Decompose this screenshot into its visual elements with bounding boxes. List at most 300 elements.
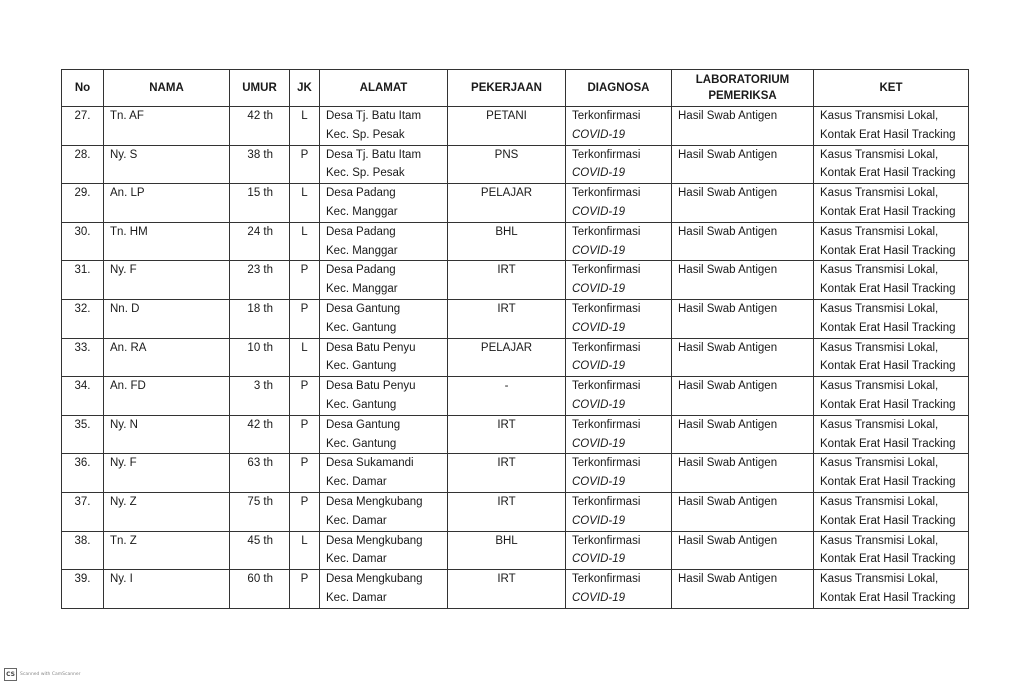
cell-alamat-text: Kec. Sp. Pesak [326, 167, 405, 180]
cell-alamat [320, 299, 448, 338]
cell-ket-text: Kasus Transmisi Lokal, [820, 264, 939, 277]
cell-no-text: 32. [74, 302, 91, 315]
cell-no-text: 34. [74, 380, 91, 393]
cell-alamat-text: Desa Gantung [326, 418, 401, 431]
table-header [62, 70, 969, 107]
cell-laboratorium-text: Hasil Swab Antigen [678, 225, 778, 238]
cell-ket [814, 107, 969, 146]
cell-alamat-text: Kec. Damar [326, 476, 387, 489]
cell-ket-text: Kasus Transmisi Lokal, [820, 341, 939, 354]
cell-ket [814, 184, 969, 223]
table-row [62, 531, 969, 570]
cell-umur-text: 24 th [247, 225, 273, 238]
header-alamat: ALAMAT [320, 70, 448, 107]
cell-umur [230, 415, 290, 454]
cell-laboratorium-text: Hasil Swab Antigen [678, 534, 778, 547]
cell-umur-text: 3 th [253, 380, 273, 393]
cell-diagnosa [566, 222, 672, 261]
cell-alamat-text: Desa Padang [326, 264, 396, 277]
table-row [62, 299, 969, 338]
header-ket: KET [814, 70, 969, 107]
cell-alamat [320, 377, 448, 416]
cell-diagnosa-text: COVID-19 [572, 360, 626, 373]
cell-laboratorium-text: Hasil Swab Antigen [678, 110, 778, 122]
cell-no [62, 377, 104, 416]
cell-alamat [320, 415, 448, 454]
cell-pekerjaan-text: IRT [497, 264, 516, 277]
cell-pekerjaan [448, 222, 566, 261]
cell-pekerjaan-text: BHL [495, 225, 518, 238]
cell-diagnosa-text: COVID-19 [572, 205, 626, 218]
cell-diagnosa [566, 107, 672, 146]
cell-diagnosa-text: Terkonfirmasi [572, 302, 641, 315]
cell-jk-text: P [300, 302, 309, 315]
cell-ket [814, 454, 969, 493]
header-diagnosa: DIAGNOSA [566, 70, 672, 107]
cell-no [62, 184, 104, 223]
cell-ket [814, 377, 969, 416]
cell-diagnosa-text: COVID-19 [572, 167, 626, 180]
cell-jk [290, 570, 320, 609]
cell-diagnosa-text: COVID-19 [572, 283, 626, 296]
cell-laboratorium-text: Hasil Swab Antigen [678, 457, 778, 470]
cell-diagnosa-text: COVID-19 [572, 514, 626, 527]
cell-laboratorium-text: Hasil Swab Antigen [678, 495, 778, 508]
cell-pekerjaan [448, 570, 566, 609]
cell-pekerjaan [448, 377, 566, 416]
cell-diagnosa [566, 454, 672, 493]
cell-pekerjaan [448, 299, 566, 338]
cell-nama-text: An. FD [110, 380, 146, 393]
cell-nama [104, 299, 230, 338]
cell-pekerjaan [448, 261, 566, 300]
cell-alamat-text: Kec. Gantung [326, 437, 397, 450]
cell-ket [814, 531, 969, 570]
cell-jk [290, 145, 320, 184]
cell-no [62, 107, 104, 146]
header-jk: JK [290, 70, 320, 107]
cell-diagnosa [566, 299, 672, 338]
cell-ket-text: Kasus Transmisi Lokal, [820, 110, 939, 122]
cell-diagnosa [566, 531, 672, 570]
cell-pekerjaan [448, 531, 566, 570]
cell-diagnosa [566, 492, 672, 531]
cell-laboratorium-text: Hasil Swab Antigen [678, 302, 778, 315]
cell-alamat [320, 145, 448, 184]
cell-ket-text: Kasus Transmisi Lokal, [820, 148, 939, 161]
cell-pekerjaan-text: IRT [497, 573, 516, 586]
cell-umur [230, 107, 290, 146]
cell-jk [290, 492, 320, 531]
table-row [62, 492, 969, 531]
cell-jk-text: L [301, 341, 308, 354]
cell-umur [230, 492, 290, 531]
table-row [62, 454, 969, 493]
cell-diagnosa-text: Terkonfirmasi [572, 380, 641, 393]
cell-nama-text: Ny. Z [110, 495, 137, 508]
cell-laboratorium [672, 338, 814, 377]
watermark-caption: Scanned with CamScanner [20, 672, 81, 677]
cell-laboratorium [672, 299, 814, 338]
cell-pekerjaan-text: IRT [497, 418, 516, 431]
cell-alamat [320, 492, 448, 531]
cell-pekerjaan [448, 492, 566, 531]
cell-nama [104, 145, 230, 184]
cell-ket-text: Kontak Erat Hasil Tracking [820, 205, 956, 218]
cell-laboratorium [672, 261, 814, 300]
cell-alamat [320, 570, 448, 609]
cell-no-text: 27. [74, 110, 91, 122]
cell-diagnosa-text: COVID-19 [572, 476, 626, 489]
cell-nama-text: Ny. N [110, 418, 138, 431]
cell-ket [814, 261, 969, 300]
cell-umur [230, 261, 290, 300]
cell-umur-text: 75 th [247, 495, 273, 508]
header-nama: NAMA [104, 70, 230, 107]
cell-jk-text: P [300, 573, 309, 586]
cell-laboratorium [672, 377, 814, 416]
cell-no-text: 29. [74, 187, 91, 200]
cell-pekerjaan-text: - [504, 380, 509, 393]
cell-diagnosa [566, 338, 672, 377]
cell-alamat-text: Desa Tj. Batu Itam [326, 110, 422, 122]
cell-nama-text: Tn. AF [110, 110, 144, 122]
cell-no [62, 145, 104, 184]
cell-jk-text: P [300, 495, 309, 508]
cell-ket-text: Kontak Erat Hasil Tracking [820, 360, 956, 373]
cell-jk [290, 338, 320, 377]
cell-alamat-text: Desa Sukamandi [326, 457, 414, 470]
cell-nama [104, 454, 230, 493]
cell-umur [230, 454, 290, 493]
cell-umur [230, 570, 290, 609]
cell-jk [290, 377, 320, 416]
table-row [62, 184, 969, 223]
cell-diagnosa [566, 145, 672, 184]
cell-laboratorium-text: Hasil Swab Antigen [678, 573, 778, 586]
cell-ket-text: Kontak Erat Hasil Tracking [820, 476, 956, 489]
cell-no-text: 30. [74, 225, 91, 238]
cell-umur [230, 184, 290, 223]
cell-pekerjaan-text: IRT [497, 457, 516, 470]
cell-ket-text: Kontak Erat Hasil Tracking [820, 167, 956, 180]
cell-ket-text: Kasus Transmisi Lokal, [820, 302, 939, 315]
header-pekerjaan: PEKERJAAN [448, 70, 566, 107]
header-lab-line2: PEMERIKSA [708, 90, 777, 102]
cell-laboratorium [672, 492, 814, 531]
cell-nama-text: Ny. I [110, 573, 133, 586]
cell-alamat-text: Kec. Damar [326, 553, 387, 566]
cell-pekerjaan-text: IRT [497, 495, 516, 508]
table-row [62, 338, 969, 377]
table-row [62, 107, 969, 146]
patient-table [61, 69, 969, 609]
cell-umur [230, 222, 290, 261]
cell-diagnosa [566, 570, 672, 609]
cell-umur-text: 18 th [247, 302, 273, 315]
cell-diagnosa-text: Terkonfirmasi [572, 495, 641, 508]
cell-diagnosa [566, 184, 672, 223]
cell-ket-text: Kasus Transmisi Lokal, [820, 225, 939, 238]
cell-diagnosa-text: Terkonfirmasi [572, 457, 641, 470]
cell-pekerjaan-text: PETANI [486, 110, 527, 122]
cell-jk-text: L [301, 187, 308, 200]
cell-ket-text: Kasus Transmisi Lokal, [820, 495, 939, 508]
cell-alamat [320, 222, 448, 261]
header-no: No [62, 70, 104, 107]
cell-jk [290, 415, 320, 454]
cell-alamat-text: Desa Batu Penyu [326, 380, 416, 393]
cell-alamat-text: Kec. Damar [326, 514, 387, 527]
cell-ket-text: Kontak Erat Hasil Tracking [820, 128, 956, 141]
cell-alamat-text: Desa Mengkubang [326, 573, 423, 586]
cell-ket-text: Kontak Erat Hasil Tracking [820, 437, 956, 450]
cell-no-text: 35. [74, 418, 91, 431]
cell-laboratorium [672, 145, 814, 184]
table-row [62, 222, 969, 261]
cell-ket-text: Kontak Erat Hasil Tracking [820, 514, 956, 527]
cell-alamat-text: Desa Padang [326, 225, 396, 238]
cell-ket-text: Kasus Transmisi Lokal, [820, 534, 939, 547]
cell-laboratorium-text: Hasil Swab Antigen [678, 380, 778, 393]
cell-jk-text: P [300, 148, 309, 161]
cell-jk-text: P [300, 380, 309, 393]
cell-nama-text: Tn. HM [110, 225, 148, 238]
cell-nama [104, 184, 230, 223]
header-umur: UMUR [230, 70, 290, 107]
cell-no-text: 33. [74, 341, 91, 354]
cell-jk [290, 222, 320, 261]
cell-nama [104, 570, 230, 609]
cell-no-text: 39. [74, 573, 91, 586]
cell-no [62, 222, 104, 261]
cell-diagnosa-text: Terkonfirmasi [572, 534, 641, 547]
cell-alamat [320, 184, 448, 223]
cell-no [62, 261, 104, 300]
cell-laboratorium [672, 454, 814, 493]
cell-no [62, 338, 104, 377]
cell-pekerjaan-text: PELAJAR [480, 187, 533, 200]
cell-umur-text: 42 th [247, 418, 273, 431]
cell-jk-text: L [301, 225, 308, 238]
cell-diagnosa-text: COVID-19 [572, 437, 626, 450]
cell-jk [290, 299, 320, 338]
cell-pekerjaan [448, 338, 566, 377]
cell-alamat-text: Desa Mengkubang [326, 534, 423, 547]
cell-umur [230, 377, 290, 416]
cell-no [62, 415, 104, 454]
cell-ket-text: Kontak Erat Hasil Tracking [820, 321, 956, 334]
cell-pekerjaan-text: BHL [495, 534, 518, 547]
cell-alamat-text: Desa Batu Penyu [326, 341, 416, 354]
cell-alamat [320, 261, 448, 300]
cell-diagnosa-text: COVID-19 [572, 591, 626, 604]
cell-no-text: 37. [74, 495, 91, 508]
cell-nama-text: Ny. S [110, 148, 138, 161]
cell-nama-text: Ny. F [110, 264, 137, 277]
cell-ket-text: Kasus Transmisi Lokal, [820, 418, 939, 431]
cell-laboratorium-text: Hasil Swab Antigen [678, 264, 778, 277]
cell-alamat-text: Desa Gantung [326, 302, 401, 315]
table-row [62, 377, 969, 416]
cell-ket-text: Kasus Transmisi Lokal, [820, 457, 939, 470]
table-row [62, 145, 969, 184]
cell-diagnosa-text: Terkonfirmasi [572, 225, 641, 238]
cell-umur-text: 60 th [247, 573, 273, 586]
cell-alamat-text: Kec. Manggar [326, 244, 398, 257]
cell-no [62, 299, 104, 338]
table-row [62, 570, 969, 609]
cell-diagnosa-text: COVID-19 [572, 398, 626, 411]
cell-ket [814, 338, 969, 377]
cell-umur [230, 531, 290, 570]
cell-laboratorium [672, 531, 814, 570]
cell-jk-text: L [301, 110, 308, 122]
cell-umur-text: 38 th [247, 148, 273, 161]
cell-pekerjaan-text: PNS [494, 148, 519, 161]
cell-diagnosa-text: Terkonfirmasi [572, 573, 641, 586]
cell-alamat [320, 338, 448, 377]
cell-ket-text: Kontak Erat Hasil Tracking [820, 244, 956, 257]
cell-diagnosa-text: Terkonfirmasi [572, 341, 641, 354]
cell-laboratorium [672, 415, 814, 454]
cell-pekerjaan-text: PELAJAR [480, 341, 533, 354]
cell-ket-text: Kasus Transmisi Lokal, [820, 573, 939, 586]
table-body [62, 107, 969, 609]
cell-diagnosa [566, 377, 672, 416]
cell-diagnosa-text: Terkonfirmasi [572, 187, 641, 200]
table-row [62, 261, 969, 300]
cell-laboratorium-text: Hasil Swab Antigen [678, 418, 778, 431]
cell-ket [814, 222, 969, 261]
cell-ket-text: Kasus Transmisi Lokal, [820, 380, 939, 393]
cell-nama-text: Tn. Z [110, 534, 137, 547]
cell-laboratorium [672, 107, 814, 146]
header-row [62, 70, 969, 107]
cell-laboratorium-text: Hasil Swab Antigen [678, 187, 778, 200]
cell-umur-text: 15 th [247, 187, 273, 200]
cell-nama-text: Nn. D [110, 302, 140, 315]
cell-diagnosa-text: Terkonfirmasi [572, 264, 641, 277]
cell-jk [290, 531, 320, 570]
cell-diagnosa-text: Terkonfirmasi [572, 148, 641, 161]
cell-no-text: 36. [74, 457, 91, 470]
cell-ket-text: Kontak Erat Hasil Tracking [820, 398, 956, 411]
header-laboratorium [672, 70, 814, 107]
cell-ket [814, 415, 969, 454]
cell-alamat [320, 531, 448, 570]
cell-ket-text: Kontak Erat Hasil Tracking [820, 283, 956, 296]
header-lab-line1: LABORATORIUM [695, 74, 790, 86]
cell-diagnosa-text: Terkonfirmasi [572, 110, 641, 122]
scanner-watermark [4, 668, 81, 681]
cell-laboratorium [672, 222, 814, 261]
cell-jk [290, 454, 320, 493]
cell-umur-text: 45 th [247, 534, 273, 547]
cell-umur [230, 338, 290, 377]
cell-pekerjaan [448, 454, 566, 493]
cell-alamat-text: Kec. Damar [326, 591, 387, 604]
cell-ket [814, 299, 969, 338]
cell-diagnosa-text: Terkonfirmasi [572, 418, 641, 431]
cell-umur-text: 42 th [247, 110, 273, 122]
cell-alamat-text: Kec. Gantung [326, 398, 397, 411]
cell-laboratorium-text: Hasil Swab Antigen [678, 341, 778, 354]
cell-ket [814, 492, 969, 531]
cell-alamat-text: Desa Padang [326, 187, 396, 200]
cell-nama [104, 531, 230, 570]
cell-jk-text: L [301, 534, 308, 547]
cell-diagnosa-text: COVID-19 [572, 553, 626, 566]
cell-pekerjaan [448, 415, 566, 454]
cell-alamat-text: Kec. Manggar [326, 283, 398, 296]
cell-nama [104, 222, 230, 261]
cell-no-text: 38. [74, 534, 91, 547]
cell-diagnosa-text: COVID-19 [572, 244, 626, 257]
cell-jk [290, 261, 320, 300]
camscanner-logo-icon: CS [4, 668, 17, 681]
cell-laboratorium [672, 570, 814, 609]
cell-alamat-text: Kec. Manggar [326, 205, 398, 218]
cell-ket [814, 570, 969, 609]
cell-alamat-text: Desa Tj. Batu Itam [326, 148, 422, 161]
cell-no [62, 570, 104, 609]
cell-jk [290, 107, 320, 146]
cell-pekerjaan [448, 107, 566, 146]
cell-alamat-text: Kec. Gantung [326, 360, 397, 373]
cell-umur [230, 145, 290, 184]
table-row [62, 415, 969, 454]
cell-diagnosa [566, 415, 672, 454]
cell-nama [104, 377, 230, 416]
cell-umur [230, 299, 290, 338]
cell-alamat [320, 107, 448, 146]
cell-jk-text: P [300, 457, 309, 470]
cell-no-text: 31. [74, 264, 91, 277]
cell-pekerjaan-text: IRT [497, 302, 516, 315]
cell-nama [104, 107, 230, 146]
cell-jk-text: P [300, 264, 309, 277]
cell-umur-text: 10 th [247, 341, 273, 354]
cell-pekerjaan [448, 184, 566, 223]
cell-laboratorium [672, 184, 814, 223]
cell-ket-text: Kasus Transmisi Lokal, [820, 187, 939, 200]
cell-ket [814, 145, 969, 184]
cell-no-text: 28. [74, 148, 91, 161]
cell-nama [104, 261, 230, 300]
cell-alamat [320, 454, 448, 493]
cell-nama-text: Ny. F [110, 457, 137, 470]
cell-umur-text: 23 th [247, 264, 273, 277]
cell-jk-text: P [300, 418, 309, 431]
cell-nama-text: An. RA [110, 341, 147, 354]
cell-alamat-text: Kec. Gantung [326, 321, 397, 334]
cell-nama [104, 338, 230, 377]
cell-laboratorium-text: Hasil Swab Antigen [678, 148, 778, 161]
cell-no [62, 531, 104, 570]
cell-jk [290, 184, 320, 223]
cell-diagnosa-text: COVID-19 [572, 128, 626, 141]
cell-alamat-text: Desa Mengkubang [326, 495, 423, 508]
cell-pekerjaan [448, 145, 566, 184]
cell-diagnosa-text: COVID-19 [572, 321, 626, 334]
cell-no [62, 454, 104, 493]
cell-diagnosa [566, 261, 672, 300]
cell-umur-text: 63 th [247, 457, 273, 470]
cell-ket-text: Kontak Erat Hasil Tracking [820, 591, 956, 604]
cell-nama [104, 492, 230, 531]
cell-ket-text: Kontak Erat Hasil Tracking [820, 553, 956, 566]
